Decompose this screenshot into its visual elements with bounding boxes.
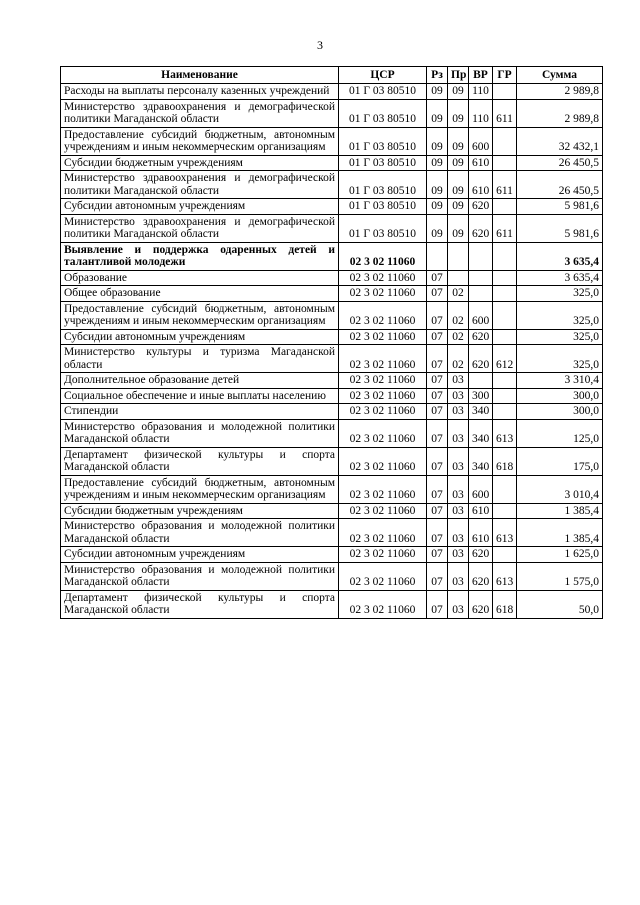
cell-pr: 09 xyxy=(448,127,469,155)
cell-sum: 32 432,1 xyxy=(517,127,603,155)
cell-rz: 07 xyxy=(427,329,448,345)
cell-sum: 325,0 xyxy=(517,329,603,345)
cell-vr: 110 xyxy=(469,99,493,127)
cell-sum: 325,0 xyxy=(517,301,603,329)
cell-pr: 03 xyxy=(448,419,469,447)
cell-rz: 07 xyxy=(427,419,448,447)
cell-csr: 02 3 02 11060 xyxy=(339,475,427,503)
cell-name: Субсидии автономным учреждениям xyxy=(61,547,339,563)
cell-name: Стипендии xyxy=(61,404,339,420)
cell-pr: 09 xyxy=(448,99,469,127)
cell-vr: 620 xyxy=(469,345,493,373)
cell-csr: 02 3 02 11060 xyxy=(339,242,427,270)
table-row xyxy=(61,419,603,447)
cell-vr xyxy=(469,286,493,302)
cell-name: Министерство здравоохранения и демографической политики Магаданской области xyxy=(61,214,339,242)
table-row xyxy=(61,301,603,329)
header-csr: ЦСР xyxy=(339,67,427,84)
cell-sum: 3 010,4 xyxy=(517,475,603,503)
cell-rz: 07 xyxy=(427,562,448,590)
cell-rz: 07 xyxy=(427,345,448,373)
table-row xyxy=(61,270,603,286)
cell-vr: 340 xyxy=(469,419,493,447)
cell-rz: 07 xyxy=(427,404,448,420)
cell-name: Субсидии бюджетным учреждениям xyxy=(61,155,339,171)
cell-vr: 620 xyxy=(469,562,493,590)
header-pr: Пр xyxy=(448,67,469,84)
table-row xyxy=(61,171,603,199)
cell-vr: 620 xyxy=(469,329,493,345)
table-row xyxy=(61,214,603,242)
cell-name: Расходы на выплаты персоналу казенных учреждений xyxy=(61,84,339,100)
cell-name: Субсидии автономным учреждениям xyxy=(61,199,339,215)
header-sum: Сумма xyxy=(517,67,603,84)
table-row xyxy=(61,329,603,345)
header-gr: ГР xyxy=(493,67,517,84)
cell-vr xyxy=(469,242,493,270)
cell-pr: 02 xyxy=(448,286,469,302)
cell-name: Выявление и поддержка одаренных детей и талантливой молодежи xyxy=(61,242,339,270)
cell-gr xyxy=(493,127,517,155)
cell-csr: 01 Г 03 80510 xyxy=(339,84,427,100)
cell-rz: 07 xyxy=(427,270,448,286)
cell-pr: 09 xyxy=(448,199,469,215)
cell-gr: 611 xyxy=(493,99,517,127)
cell-vr: 340 xyxy=(469,404,493,420)
cell-pr: 03 xyxy=(448,519,469,547)
cell-vr: 620 xyxy=(469,214,493,242)
cell-sum: 325,0 xyxy=(517,345,603,373)
cell-pr: 03 xyxy=(448,475,469,503)
header-vr: ВР xyxy=(469,67,493,84)
cell-vr: 600 xyxy=(469,301,493,329)
table-row xyxy=(61,519,603,547)
table-row xyxy=(61,447,603,475)
cell-csr: 01 Г 03 80510 xyxy=(339,171,427,199)
cell-gr xyxy=(493,242,517,270)
cell-vr xyxy=(469,373,493,389)
cell-vr: 620 xyxy=(469,199,493,215)
cell-pr: 02 xyxy=(448,301,469,329)
cell-gr xyxy=(493,475,517,503)
cell-name: Предоставление субсидий бюджетным, автономным учреждениям и иным некоммерческим организациям xyxy=(61,127,339,155)
header-name: Наименование xyxy=(61,67,339,84)
cell-rz: 09 xyxy=(427,171,448,199)
table-row xyxy=(61,99,603,127)
cell-csr: 02 3 02 11060 xyxy=(339,503,427,519)
cell-pr xyxy=(448,270,469,286)
cell-sum: 1 625,0 xyxy=(517,547,603,563)
table-row xyxy=(61,388,603,404)
cell-sum: 2 989,8 xyxy=(517,84,603,100)
cell-vr: 610 xyxy=(469,155,493,171)
cell-gr xyxy=(493,301,517,329)
cell-rz: 07 xyxy=(427,547,448,563)
cell-vr: 610 xyxy=(469,503,493,519)
cell-gr xyxy=(493,547,517,563)
cell-gr xyxy=(493,373,517,389)
cell-pr: 03 xyxy=(448,503,469,519)
cell-pr: 09 xyxy=(448,171,469,199)
table-row xyxy=(61,345,603,373)
cell-gr xyxy=(493,155,517,171)
cell-rz: 07 xyxy=(427,447,448,475)
cell-vr: 620 xyxy=(469,547,493,563)
cell-name: Социальное обеспечение и иные выплаты населению xyxy=(61,388,339,404)
cell-pr: 09 xyxy=(448,155,469,171)
table-row xyxy=(61,404,603,420)
cell-csr: 02 3 02 11060 xyxy=(339,547,427,563)
cell-gr xyxy=(493,329,517,345)
cell-gr xyxy=(493,388,517,404)
cell-name: Образование xyxy=(61,270,339,286)
cell-vr: 610 xyxy=(469,519,493,547)
table-row xyxy=(61,286,603,302)
cell-sum: 1 385,4 xyxy=(517,519,603,547)
cell-sum: 5 981,6 xyxy=(517,214,603,242)
cell-name: Министерство здравоохранения и демографической политики Магаданской области xyxy=(61,99,339,127)
cell-rz: 07 xyxy=(427,286,448,302)
table-row xyxy=(61,547,603,563)
cell-name: Дополнительное образование детей xyxy=(61,373,339,389)
cell-sum: 26 450,5 xyxy=(517,155,603,171)
cell-csr: 01 Г 03 80510 xyxy=(339,199,427,215)
cell-vr: 340 xyxy=(469,447,493,475)
cell-csr: 02 3 02 11060 xyxy=(339,590,427,618)
cell-csr: 02 3 02 11060 xyxy=(339,301,427,329)
cell-pr: 02 xyxy=(448,329,469,345)
cell-csr: 01 Г 03 80510 xyxy=(339,155,427,171)
cell-name: Министерство образования и молодежной политики Магаданской области xyxy=(61,562,339,590)
cell-sum: 1 385,4 xyxy=(517,503,603,519)
cell-rz: 07 xyxy=(427,590,448,618)
cell-rz: 07 xyxy=(427,388,448,404)
cell-gr: 612 xyxy=(493,345,517,373)
cell-gr: 613 xyxy=(493,562,517,590)
cell-gr: 611 xyxy=(493,171,517,199)
cell-sum: 3 310,4 xyxy=(517,373,603,389)
table-row xyxy=(61,242,603,270)
cell-csr: 02 3 02 11060 xyxy=(339,519,427,547)
cell-rz: 09 xyxy=(427,127,448,155)
cell-rz: 09 xyxy=(427,99,448,127)
cell-pr: 03 xyxy=(448,447,469,475)
cell-csr: 02 3 02 11060 xyxy=(339,329,427,345)
cell-sum: 125,0 xyxy=(517,419,603,447)
cell-name: Субсидии автономным учреждениям xyxy=(61,329,339,345)
cell-gr: 613 xyxy=(493,419,517,447)
cell-rz: 09 xyxy=(427,84,448,100)
cell-sum: 300,0 xyxy=(517,404,603,420)
table-row xyxy=(61,127,603,155)
cell-pr: 09 xyxy=(448,84,469,100)
cell-sum: 5 981,6 xyxy=(517,199,603,215)
table-row xyxy=(61,562,603,590)
cell-rz xyxy=(427,242,448,270)
table-row xyxy=(61,155,603,171)
cell-sum: 175,0 xyxy=(517,447,603,475)
cell-csr: 02 3 02 11060 xyxy=(339,373,427,389)
cell-name: Департамент физической культуры и спорта Магаданской области xyxy=(61,447,339,475)
cell-rz: 07 xyxy=(427,519,448,547)
budget-table xyxy=(60,66,603,619)
cell-rz: 07 xyxy=(427,475,448,503)
cell-rz: 07 xyxy=(427,373,448,389)
cell-sum: 50,0 xyxy=(517,590,603,618)
cell-csr: 02 3 02 11060 xyxy=(339,562,427,590)
cell-sum: 300,0 xyxy=(517,388,603,404)
table-row xyxy=(61,503,603,519)
cell-gr xyxy=(493,503,517,519)
page-number: 3 xyxy=(317,38,323,52)
cell-rz: 07 xyxy=(427,503,448,519)
cell-gr xyxy=(493,286,517,302)
table-header-row xyxy=(61,67,603,84)
cell-pr: 03 xyxy=(448,590,469,618)
cell-gr xyxy=(493,84,517,100)
cell-pr: 03 xyxy=(448,404,469,420)
cell-sum: 2 989,8 xyxy=(517,99,603,127)
cell-rz: 09 xyxy=(427,214,448,242)
cell-vr xyxy=(469,270,493,286)
cell-pr: 03 xyxy=(448,388,469,404)
cell-csr: 01 Г 03 80510 xyxy=(339,99,427,127)
cell-vr: 620 xyxy=(469,590,493,618)
cell-csr: 02 3 02 11060 xyxy=(339,270,427,286)
cell-sum: 1 575,0 xyxy=(517,562,603,590)
cell-name: Предоставление субсидий бюджетным, автономным учреждениям и иным некоммерческим организациям xyxy=(61,301,339,329)
cell-rz: 09 xyxy=(427,199,448,215)
header-rz: Рз xyxy=(427,67,448,84)
cell-csr: 01 Г 03 80510 xyxy=(339,214,427,242)
cell-pr xyxy=(448,242,469,270)
cell-sum: 3 635,4 xyxy=(517,270,603,286)
cell-gr: 613 xyxy=(493,519,517,547)
cell-csr: 02 3 02 11060 xyxy=(339,404,427,420)
table-body xyxy=(61,84,603,619)
cell-rz: 07 xyxy=(427,301,448,329)
cell-gr xyxy=(493,404,517,420)
cell-pr: 02 xyxy=(448,345,469,373)
table-row xyxy=(61,590,603,618)
cell-csr: 01 Г 03 80510 xyxy=(339,127,427,155)
cell-gr: 611 xyxy=(493,214,517,242)
cell-csr: 02 3 02 11060 xyxy=(339,286,427,302)
cell-vr: 600 xyxy=(469,475,493,503)
cell-csr: 02 3 02 11060 xyxy=(339,419,427,447)
cell-sum: 26 450,5 xyxy=(517,171,603,199)
table-row xyxy=(61,199,603,215)
cell-gr xyxy=(493,199,517,215)
cell-pr: 03 xyxy=(448,373,469,389)
cell-name: Министерство здравоохранения и демографической политики Магаданской области xyxy=(61,171,339,199)
cell-name: Министерство образования и молодежной политики Магаданской области xyxy=(61,419,339,447)
cell-name: Общее образование xyxy=(61,286,339,302)
table-row xyxy=(61,373,603,389)
cell-vr: 610 xyxy=(469,171,493,199)
cell-vr: 600 xyxy=(469,127,493,155)
table-row xyxy=(61,475,603,503)
cell-sum: 325,0 xyxy=(517,286,603,302)
cell-name: Министерство культуры и туризма Магаданской области xyxy=(61,345,339,373)
cell-gr: 618 xyxy=(493,447,517,475)
cell-name: Предоставление субсидий бюджетным, автономным учреждениям и иным некоммерческим организациям xyxy=(61,475,339,503)
cell-pr: 03 xyxy=(448,562,469,590)
cell-sum: 3 635,4 xyxy=(517,242,603,270)
cell-csr: 02 3 02 11060 xyxy=(339,447,427,475)
cell-vr: 110 xyxy=(469,84,493,100)
cell-name: Министерство образования и молодежной политики Магаданской области xyxy=(61,519,339,547)
cell-vr: 300 xyxy=(469,388,493,404)
cell-csr: 02 3 02 11060 xyxy=(339,345,427,373)
cell-rz: 09 xyxy=(427,155,448,171)
cell-csr: 02 3 02 11060 xyxy=(339,388,427,404)
table-row xyxy=(61,84,603,100)
cell-pr: 09 xyxy=(448,214,469,242)
cell-gr: 618 xyxy=(493,590,517,618)
cell-name: Департамент физической культуры и спорта Магаданской области xyxy=(61,590,339,618)
cell-pr: 03 xyxy=(448,547,469,563)
cell-gr xyxy=(493,270,517,286)
cell-name: Субсидии бюджетным учреждениям xyxy=(61,503,339,519)
